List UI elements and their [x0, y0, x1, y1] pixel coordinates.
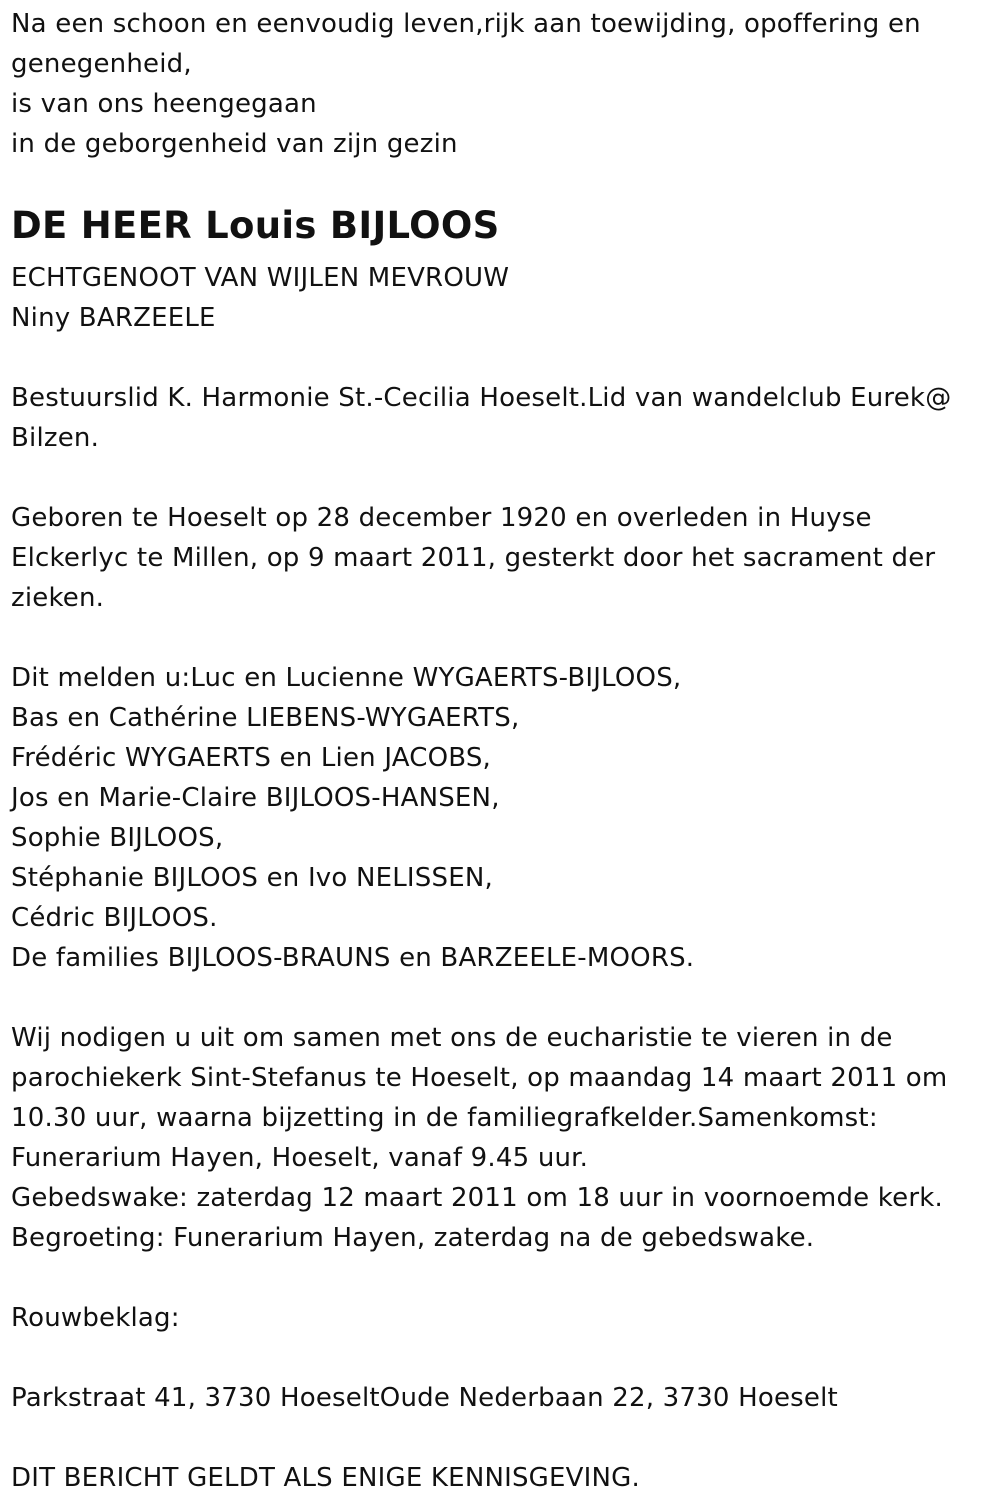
spacer: [11, 1338, 991, 1378]
family-list: [11, 658, 991, 978]
birth-death-line: Geboren te Hoeselt op 28 december 1920 en overleden in Huyse: [11, 503, 872, 533]
family-line: Bas en Cathérine LIEBENS-WYGAERTS,: [11, 703, 520, 733]
intro-line: genegenheid,: [11, 49, 192, 79]
spouse-line: ECHTGENOOT VAN WIJLEN MEVROUW: [11, 263, 510, 293]
spacer: [11, 338, 991, 378]
family-line: Stéphanie BIJLOOS en Ivo NELISSEN,: [11, 863, 493, 893]
family-line: Sophie BIJLOOS,: [11, 823, 224, 853]
memberships-paragraph: [11, 378, 991, 458]
intro-line: is van ons heengegaan: [11, 89, 317, 119]
condolences-addresses: Parkstraat 41, 3730 HoeseltOude Nederbaan 22, 3730 Hoeselt: [11, 1383, 838, 1413]
ceremony-line: parochiekerk Sint-Stefanus te Hoeselt, op maandag 14 maart 2011 om: [11, 1063, 948, 1093]
spacer: [11, 618, 991, 658]
family-line: Cédric BIJLOOS.: [11, 903, 218, 933]
spacer: [11, 164, 991, 198]
spacer: [11, 1418, 991, 1458]
family-line: Jos en Marie-Claire BIJLOOS-HANSEN,: [11, 783, 500, 813]
birth-death-line: Elckerlyc te Millen, op 9 maart 2011, gesterkt door het sacrament der: [11, 543, 936, 573]
birth-death-paragraph: [11, 498, 991, 618]
ceremony-line: Wij nodigen u uit om samen met ons de eucharistie te vieren in de: [11, 1023, 893, 1053]
ceremony-line: Funerarium Hayen, Hoeselt, vanaf 9.45 uur.: [11, 1143, 589, 1173]
birth-death-line: zieken.: [11, 583, 105, 613]
spacer: [11, 978, 991, 1018]
notice-line: DIT BERICHT GELDT ALS ENIGE KENNISGEVING.: [11, 1463, 640, 1493]
ceremony-line: Begroeting: Funerarium Hayen, zaterdag na de gebedswake.: [11, 1223, 815, 1253]
family-line: Frédéric WYGAERTS en Lien JACOBS,: [11, 743, 492, 773]
deceased-name: DE HEER Louis BIJLOOS: [11, 204, 500, 247]
ceremony-line: 10.30 uur, waarna bijzetting in de familiegrafkelder.Samenkomst:: [11, 1103, 878, 1133]
condolences-label: Rouwbeklag:: [11, 1303, 180, 1333]
spacer: [11, 458, 991, 498]
ceremony-paragraph: [11, 1018, 991, 1258]
intro-line: in de geborgenheid van zijn gezin: [11, 129, 458, 159]
memberships-line: Bestuurslid K. Harmonie St.-Cecilia Hoeselt.Lid van wandelclub Eurek@: [11, 383, 952, 413]
ceremony-line: Gebedswake: zaterdag 12 maart 2011 om 18 uur in voornoemde kerk.: [11, 1183, 943, 1213]
intro-text: [11, 4, 991, 164]
family-line: Dit melden u:Luc en Lucienne WYGAERTS-BIJLOOS,: [11, 663, 682, 693]
family-line: De families BIJLOOS-BRAUNS en BARZEELE-MOORS.: [11, 943, 695, 973]
memberships-line: Bilzen.: [11, 423, 100, 453]
obituary-notice: [11, 4, 991, 1498]
spacer: [11, 1258, 991, 1298]
spouse-name: Niny BARZEELE: [11, 303, 216, 333]
intro-line: Na een schoon en eenvoudig leven,rijk aan toewijding, opoffering en: [11, 9, 921, 39]
